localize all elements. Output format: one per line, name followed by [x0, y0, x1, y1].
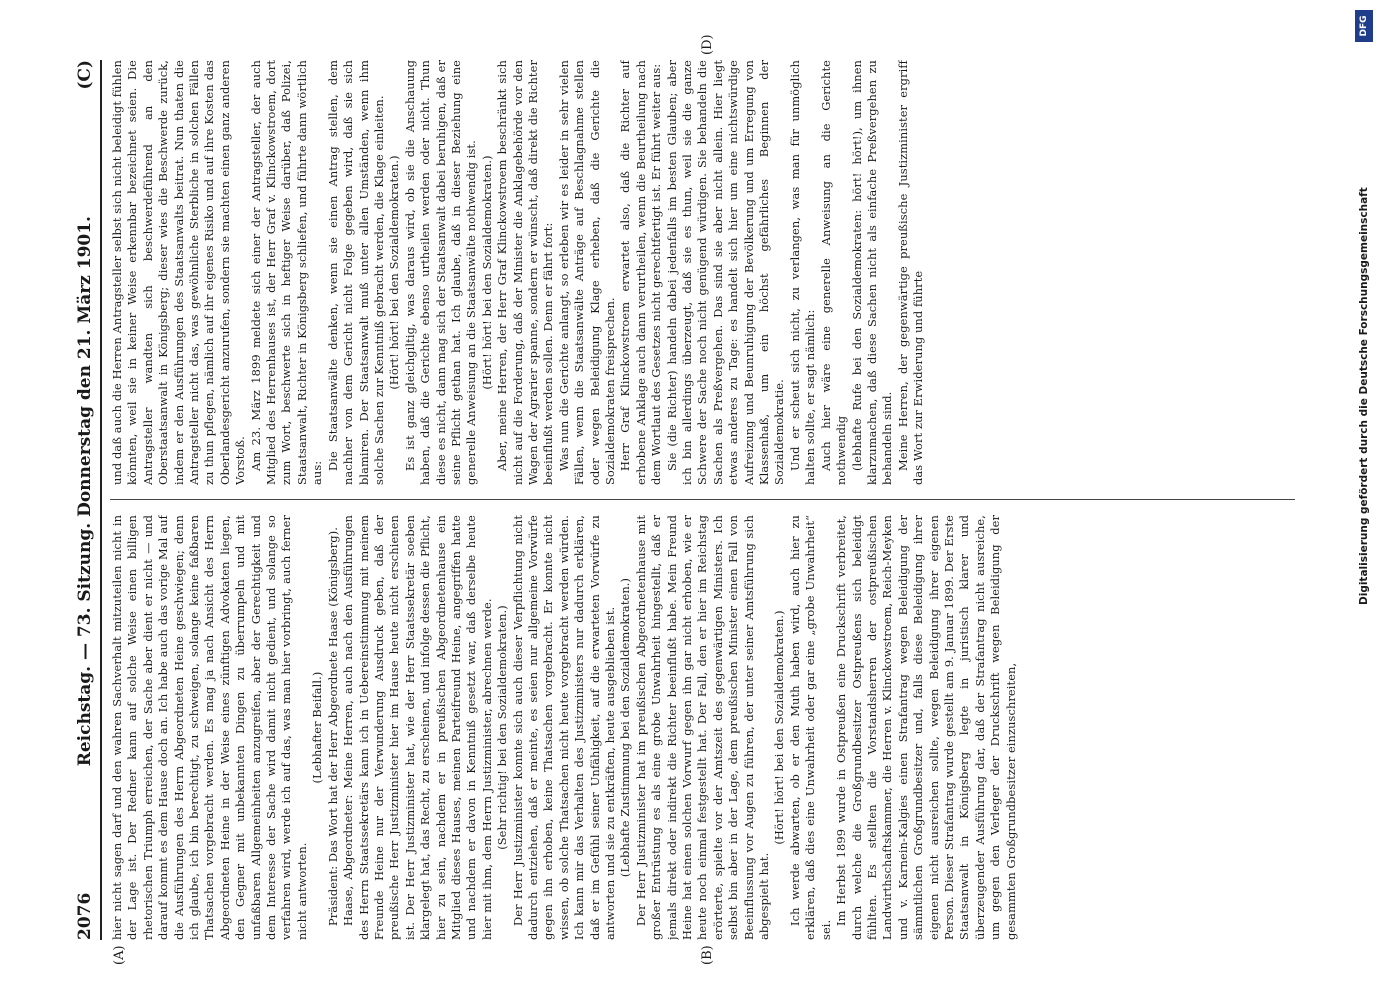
quote: Die Staatsanwälte denken, wenn sie einen Antrag stellen, dem nachher von dem Gericht nicht Folge gegeben wird, daß sie sich blamiren. Der Staatsanwalt muß unter allen Umständen, wenn ihm solche Sachen zur Kenntniß gebracht werden, die Klage einleiten. [325, 60, 386, 485]
paragraph: Ich werde abwarten, ob er den Muth haben wird, auch hier zu erklären, daß dies eine Unwahrheit oder gar eine „grobe Unwahrheit“ sei. [787, 515, 833, 940]
paragraph: Meine Herren, der gegenwärtige preußische Justizminister ergriff das Wort zur Erwiderung und führte [895, 60, 926, 485]
right-column [110, 60, 1295, 485]
dfg-logo: DFG [1355, 10, 1373, 42]
column-marker-b: (B) [700, 945, 715, 965]
column-marker-a: (A) [112, 945, 127, 965]
interjection: (Hört! hört! bei den Sozialdemokraten.) [387, 155, 402, 390]
interjection: (Hört! hört! bei den Sozialdemokraten.) [479, 155, 494, 390]
paragraph: und daß auch die Herren Antragsteller selbst sich nicht beleidigt fühlen könnten, weil sie in keiner Weise erkennbar bezeichnet seien. Die Antragsteller wandten sich beschwerdeführend an den Oberstaatsanwalt in Königsberg; dieser wies die Beschwerde zurück, indem er den Ausführungen des Staatsanwalts beitrat. Nun thaten die Antragsteller nicht das, was gewöhnliche Sterbliche in solchen Fällen zu thun pflegen, nämlich auf ihr eigenes Risiko und auf ihre Kosten das Oberlandesgericht anzurufen, sondern sie machten einen ganz anderen Vorstoß. [110, 60, 248, 485]
paragraph: Am 23. März 1899 meldete sich einer der Antragsteller, der auch Mitglied des Herrenhauses ist, der Herr Graf v. Klinckowstroem, dort zum Wort, beschwerte sich in heftiger Weise darüber, daß Polizei, Staatsanwalt, Richter in Königsberg schliefen, und führte dann wörtlich aus: [248, 60, 325, 485]
page-header [70, 60, 102, 940]
quote: Es ist ganz gleichgiltig, was daraus wird, ob sie die Anschauung haben, daß die Gerichte ebenso urtheilen werden oder nicht. Thun diese es nicht, dann mag sich der Staatsanwalt dabei beruhigen, daß er seine Pflicht gethan hat. Ich glaube, daß in dieser Beziehung eine generelle Anweisung an die Staatsanwälte nothwendig ist. [402, 60, 479, 485]
interjection: (Lebhafter Beifall.) [310, 671, 325, 784]
column-marker-c: (C) [75, 60, 95, 90]
interjection: (Lebhafte Zustimmung bei den Sozialdemokraten.) [618, 577, 633, 878]
paragraph: Der Herr Justizminister konnte sich auch dieser Verpflichtung nicht dadurch entziehen, daß er meinte, es seien nur allgemeine Vorwürfe gegen ihn erhoben, keine Thatsachen vorgebracht. Er konnte nicht wissen, ob solche Thatsachen nicht heute vorgebracht werden würden. Ich kann mir das Verhalten des Justizministers nur dadurch erklären, daß er im Gefühl seiner Unfähigkeit, auf die erwarteten Vorwürfe zu antworten und sie zu entkräften, heute ausgeblieben ist. [510, 515, 617, 940]
column-marker-d: (D) [700, 34, 715, 55]
digitization-credit: Digitalisierung gefördert durch die Deutsche Forschungsgemeinschaft [1358, 187, 1370, 605]
page-title: Reichstag. — 73. Sitzung. Donnerstag den 21. März 1901. [75, 216, 95, 767]
quote: Was nun die Gerichte anlangt, so erleben wir es leider in sehr vielen Fällen, wenn die Staatsanwälte Anträge auf Beschlagnahme stellen oder wegen Beleidigung Klage erheben, daß die Gerichte die Sozialdemokraten freisprechen. [556, 60, 617, 485]
paragraph: Der Herr Justizminister hat im preußischen Abgeordnetenhause mit großer Entrüstung es als eine grobe Unwahrheit hingestellt, daß er jemals direkt oder indirekt die Richter beeinflußt habe. Mein Freund Heine hat einen solchen Vorwurf gegen ihn gar nicht erhoben, wie er heute noch einmal festgestellt hat. Der Fall, den er hier im Reichstag erörterte, spielte vor der Amtszeit des gegenwärtigen Ministers. Ich selbst bin aber in der Lage, dem preußischen Minister einen Fall von Beeinflussung vor Augen zu führen, der unter seiner Amtsführung sich abgespielt hat. [633, 515, 772, 940]
left-column [110, 515, 1295, 940]
paragraph: Und er scheut sich nicht, zu verlangen, was man für unmöglich halten sollte, er sagt nämlich: [787, 60, 818, 485]
quote: Auch hier wäre eine generelle Anweisung an die Gerichte nothwendig [818, 60, 849, 485]
paragraph: Haase, Abgeordneter: Meine Herren, auch nach den Ausführungen des Herrn Staatssekretärs kann ich in Uebereinstimmung mit meinem Freunde Heine nur der Verwunderung Ausdruck geben, daß der preußische Herr Justizminister hier im Hause heute nicht erschienen ist. Der Herr Justizminister hat, wie der Herr Staatssekretär soeben klargelegt hat, das Recht, zu erscheinen, und infolge dessen die Pflicht, hier zu sein, nachdem er in preußischen Abgeordnetenhause ein Mitglied dieses Hauses, meinen Parteifreund Heine, angegriffen hatte und nachdem er davon in Kenntniß gesetzt war, daß derselbe heute hier mit ihm, dem Herrn Justizminister, abrechnen werde. [341, 515, 494, 940]
quote: Sie (die Richter) handeln dabei jedenfalls im besten Glauben; aber ich bin allerdings überzeugt, daß sie es thun, weil sie die ganze Schwere der Sache noch nicht genügend würdigen. Sie behandeln die Sachen als Preßvergehen. Das sind sie aber nicht allein. Hier liegt etwas anderes zu Tage: es handelt sich hier um eine nichtswürdige Aufreizung und Beunruhigung der Bevölkerung und um Erregung von Klassenhaß, um ein höchst gefährliches Beginnen der Sozialdemokratie. [664, 60, 787, 485]
interjection: (Sehr richtig! bei den Sozialdemokraten.) [495, 605, 510, 850]
paragraph: hier nicht sagen darf und den wahren Sachverhalt mitzuteilen nicht in der Lage ist. Der Redner kann auf solche Weise einen billigen rhetorischen Triumph erreichen, der Sache aber dient er nicht — und darauf kommt es dem Hause doch an. Ich habe auch das vorige Mal auf die Ausführungen des Herrn Abgeordneten Heine geschwiegen; denn ich glaube, ich bin berechtigt, zu schweigen, solange keine faßbaren Thatsachen vorgebracht werden. Es mag ja nach Ansicht des Herrn Abgeordneten Heine in der Weise eines zünftigen Advokaten liegen, den Gegner mit unbekannten Dingen zu überrumpeln und mit unfaßbaren Allgemeinheiten anzugreifen, aber der Gerechtigkeit und dem Interesse der Sache wird damit nicht gedient, und solange so verfahren wird, werde ich auf das, was man hier vorbringt, auch ferner nicht antworten. [110, 515, 309, 940]
paragraph: Herr Graf Klinckowstroem erwartet also, daß die Richter auf erhobene Anklage auch dann verurtheilen, wenn die Beurtheilung nach dem Wortlaut des Gesetzes nicht gerechtfertigt ist. Er führt weiter aus: [618, 60, 664, 485]
paragraph: Im Herbst 1899 wurde in Ostpreußen eine Druckschrift verbreitet, durch welche die Großgrundbesitzer Ostpreußens sich beleidigt fühlten. Es stellten die Vorstandsherren der ostpreußischen Landwirthschaftskammer, die Herren v. Klinckowstroem, Reich-Meyken und v. Karnein-Kalgies einen Strafantrag wegen Beleidigung der sämmtlichen Großgrundbesitzer und, falls diese Beleidigung ihrer eigenen nicht ausreichen sollte, wegen Beleidigung ihrer eigenen Person. Dieser Strafantrag wurde gestellt am 9. Januar 1899. Der Erste Staatsanwalt in Königsberg legte in juristisch klarer und überzeugender Ausführung dar, daß der Strafantrag nicht ausreiche, um gegen den Verleger der Druckschrift wegen Beleidigung der gesammten Großgrundbesitzer einzuschreiten, [834, 515, 1018, 940]
paragraph: Aber, meine Herren, der Herr Graf Klinckowstroem beschränkt sich nicht auf die Forderung, daß der Minister die Anklagebehörde vor den Wagen der Agrarier spanne, sondern er wünscht, daß direkt die Richter beeinflußt werden sollen. Denn er fährt fort: [495, 60, 556, 485]
paragraph: (lebhafte Rufe bei den Sozialdemokraten: hört! hört!), um ihnen klarzumachen, daß diese Sachen nicht als einfache Preßvergehen zu behandeln sind. [849, 60, 895, 485]
column-divider [110, 499, 1295, 500]
interjection: (Hört! hört! bei den Sozialdemokraten.) [772, 610, 787, 845]
paragraph: Präsident: Das Wort hat der Herr Abgeordnete Haase (Königsberg). [325, 527, 340, 926]
page-number: 2076 [75, 892, 95, 940]
